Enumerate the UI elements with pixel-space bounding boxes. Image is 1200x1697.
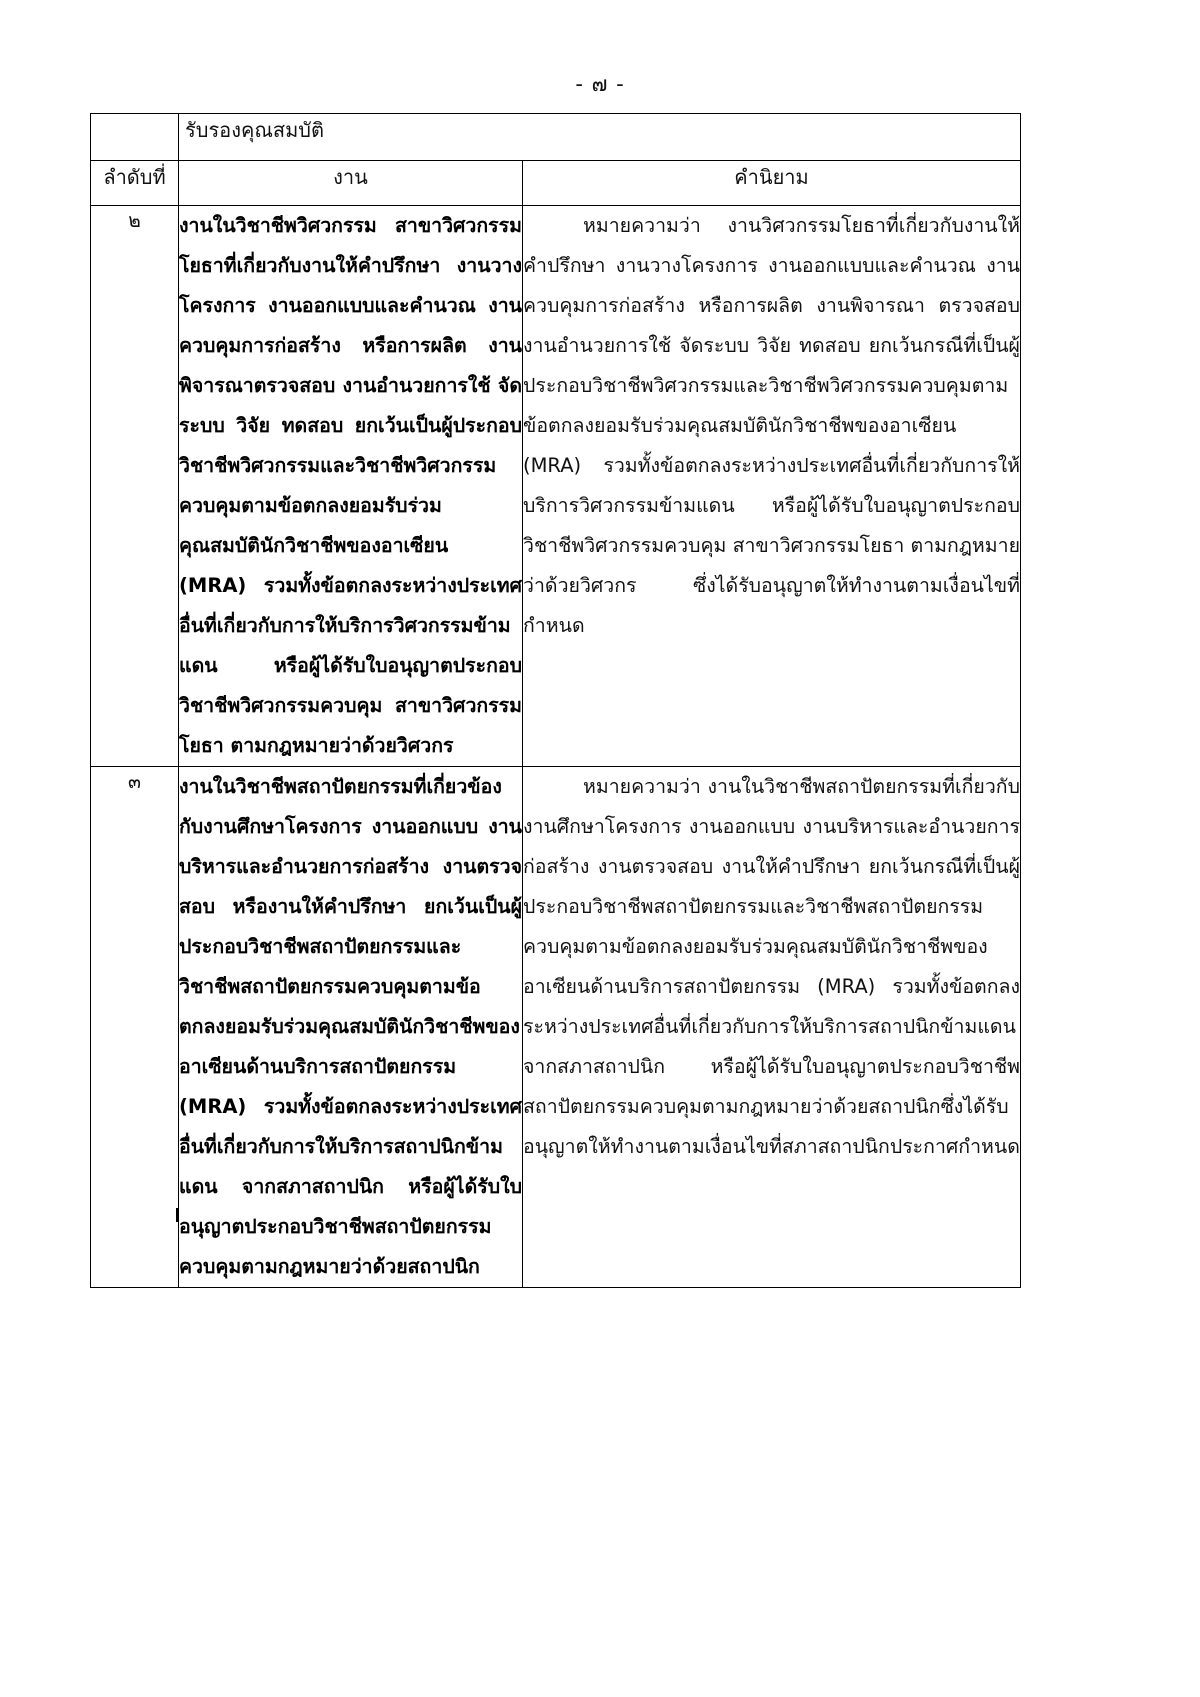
table-row	[91, 206, 1021, 767]
page-number: - ๗ -	[575, 72, 625, 96]
row-work-text: งานในวิชาชีพสถาปัตยกรรมที่เกี่ยวข้องกับงานศึกษาโครงการ งานออกแบบ งานบริหารและอำนวยการก่อสร้าง งานตรวจสอบ หรืองานให้คำปรึกษา ยกเว้นเป็นผู้ประกอบวิชาชีพสถาปัตยกรรมและวิชาชีพสถาปัตยกรรมควบคุมตามข้อตกลงยอมรับร่วมคุณสมบัตินักวิชาชีพของอาเซียนด้านบริการสถาปัตยกรรม (MRA) รวมทั้งข้อตกลงระหว่างประเทศอื่นที่เกี่ยวกับการให้บริการสถาปนิกข้ามแดน จากสภาสถาปนิก หรือผู้ได้รับใบอนุญาตประกอบวิชาชีพสถาปัตยกรรมควบคุมตามกฎหมายว่าด้วยสถาปนิก	[179, 775, 522, 1278]
row-work-text: งานในวิชาชีพวิศวกรรม สาขาวิศวกรรมโยธาที่เกี่ยวกับงานให้คำปรึกษา งานวางโครงการ งานออกแบบและคำนวณ งานควบคุมการก่อสร้าง หรือการผลิต งานพิจารณาตรวจสอบ งานอำนวยการใช้ จัดระบบ วิจัย ทดสอบ ยกเว้นเป็นผู้ประกอบวิชาชีพวิศวกรรมและวิชาชีพวิศวกรรมควบคุมตามข้อตกลงยอมรับร่วมคุณสมบัตินักวิชาชีพของอาเซียน (MRA) รวมทั้งข้อตกลงระหว่างประเทศอื่นที่เกี่ยวกับการให้บริการวิศวกรรมข้ามแดน หรือผู้ได้รับใบอนุญาตประกอบวิชาชีพวิศวกรรมควบคุม สาขาวิศวกรรมโยธา ตามกฎหมายว่าด้วยวิศวกร	[179, 214, 522, 757]
row-definition-cell	[523, 767, 1021, 1288]
qualification-table	[90, 113, 1021, 1288]
table-row	[91, 767, 1021, 1288]
merged-header-label: รับรองคุณสมบัติ	[185, 118, 324, 142]
row-definition-text: หมายความว่า งานในวิชาชีพสถาปัตยกรรมที่เกี่ยวกับงานศึกษาโครงการ งานออกแบบ งานบริหารและอำนวยการก่อสร้าง งานตรวจสอบ งานให้คำปรึกษา ยกเว้นกรณีที่เป็นผู้ประกอบวิชาชีพสถาปัตยกรรมและวิชาชีพสถาปัตยกรรมควบคุมตามข้อตกลงยอมรับร่วมคุณสมบัตินักวิชาชีพของอาเซียนด้านบริการสถาปัตยกรรม (MRA) รวมทั้งข้อตกลงระหว่างประเทศอื่นที่เกี่ยวกับการให้บริการสถาปนิกข้ามแดน จากสภาสถาปนิก หรือผู้ได้รับใบอนุญาตประกอบวิชาชีพสถาปัตยกรรมควบคุมตามกฎหมายว่าด้วยสถาปนิกซึ่งได้รับอนุญาตให้ทำงานตามเงื่อนไขที่สภาสถาปนิกประกาศกำหนด	[523, 775, 1020, 1158]
row-order-number: ๓	[91, 767, 179, 1288]
header-blank-cell	[91, 114, 179, 161]
table-rule-stub	[176, 1208, 178, 1222]
merged-header-cell	[179, 114, 1021, 161]
row-definition-cell	[523, 206, 1021, 767]
column-header-definition: คำนิยาม	[523, 161, 1021, 206]
row-work-cell	[179, 767, 523, 1288]
row-order-number: ๒	[91, 206, 179, 767]
row-definition-text: หมายความว่า งานวิศวกรรมโยธาที่เกี่ยวกับงานให้คำปรึกษา งานวางโครงการ งานออกแบบและคำนวณ งานควบคุมการก่อสร้าง หรือการผลิต งานพิจารณา ตรวจสอบ งานอำนวยการใช้ จัดระบบ วิจัย ทดสอบ ยกเว้นกรณีที่เป็นผู้ประกอบวิชาชีพวิศวกรรมและวิชาชีพวิศวกรรมควบคุมตามข้อตกลงยอมรับร่วมคุณสมบัตินักวิชาชีพของอาเซียน (MRA) รวมทั้งข้อตกลงระหว่างประเทศอื่นที่เกี่ยวกับการให้บริการวิศวกรรมข้ามแดน หรือผู้ได้รับใบอนุญาตประกอบวิชาชีพวิศวกรรมควบคุม สาขาวิศวกรรมโยธา ตามกฎหมายว่าด้วยวิศวกร ซึ่งได้รับอนุญาตให้ทำงานตามเงื่อนไขที่กำหนด	[523, 214, 1020, 637]
column-header-work: งาน	[179, 161, 523, 206]
row-work-cell	[179, 206, 523, 767]
column-header-order: ลำดับที่	[91, 161, 179, 206]
table-column-headers	[91, 161, 1021, 206]
table-header-band	[91, 114, 1021, 161]
